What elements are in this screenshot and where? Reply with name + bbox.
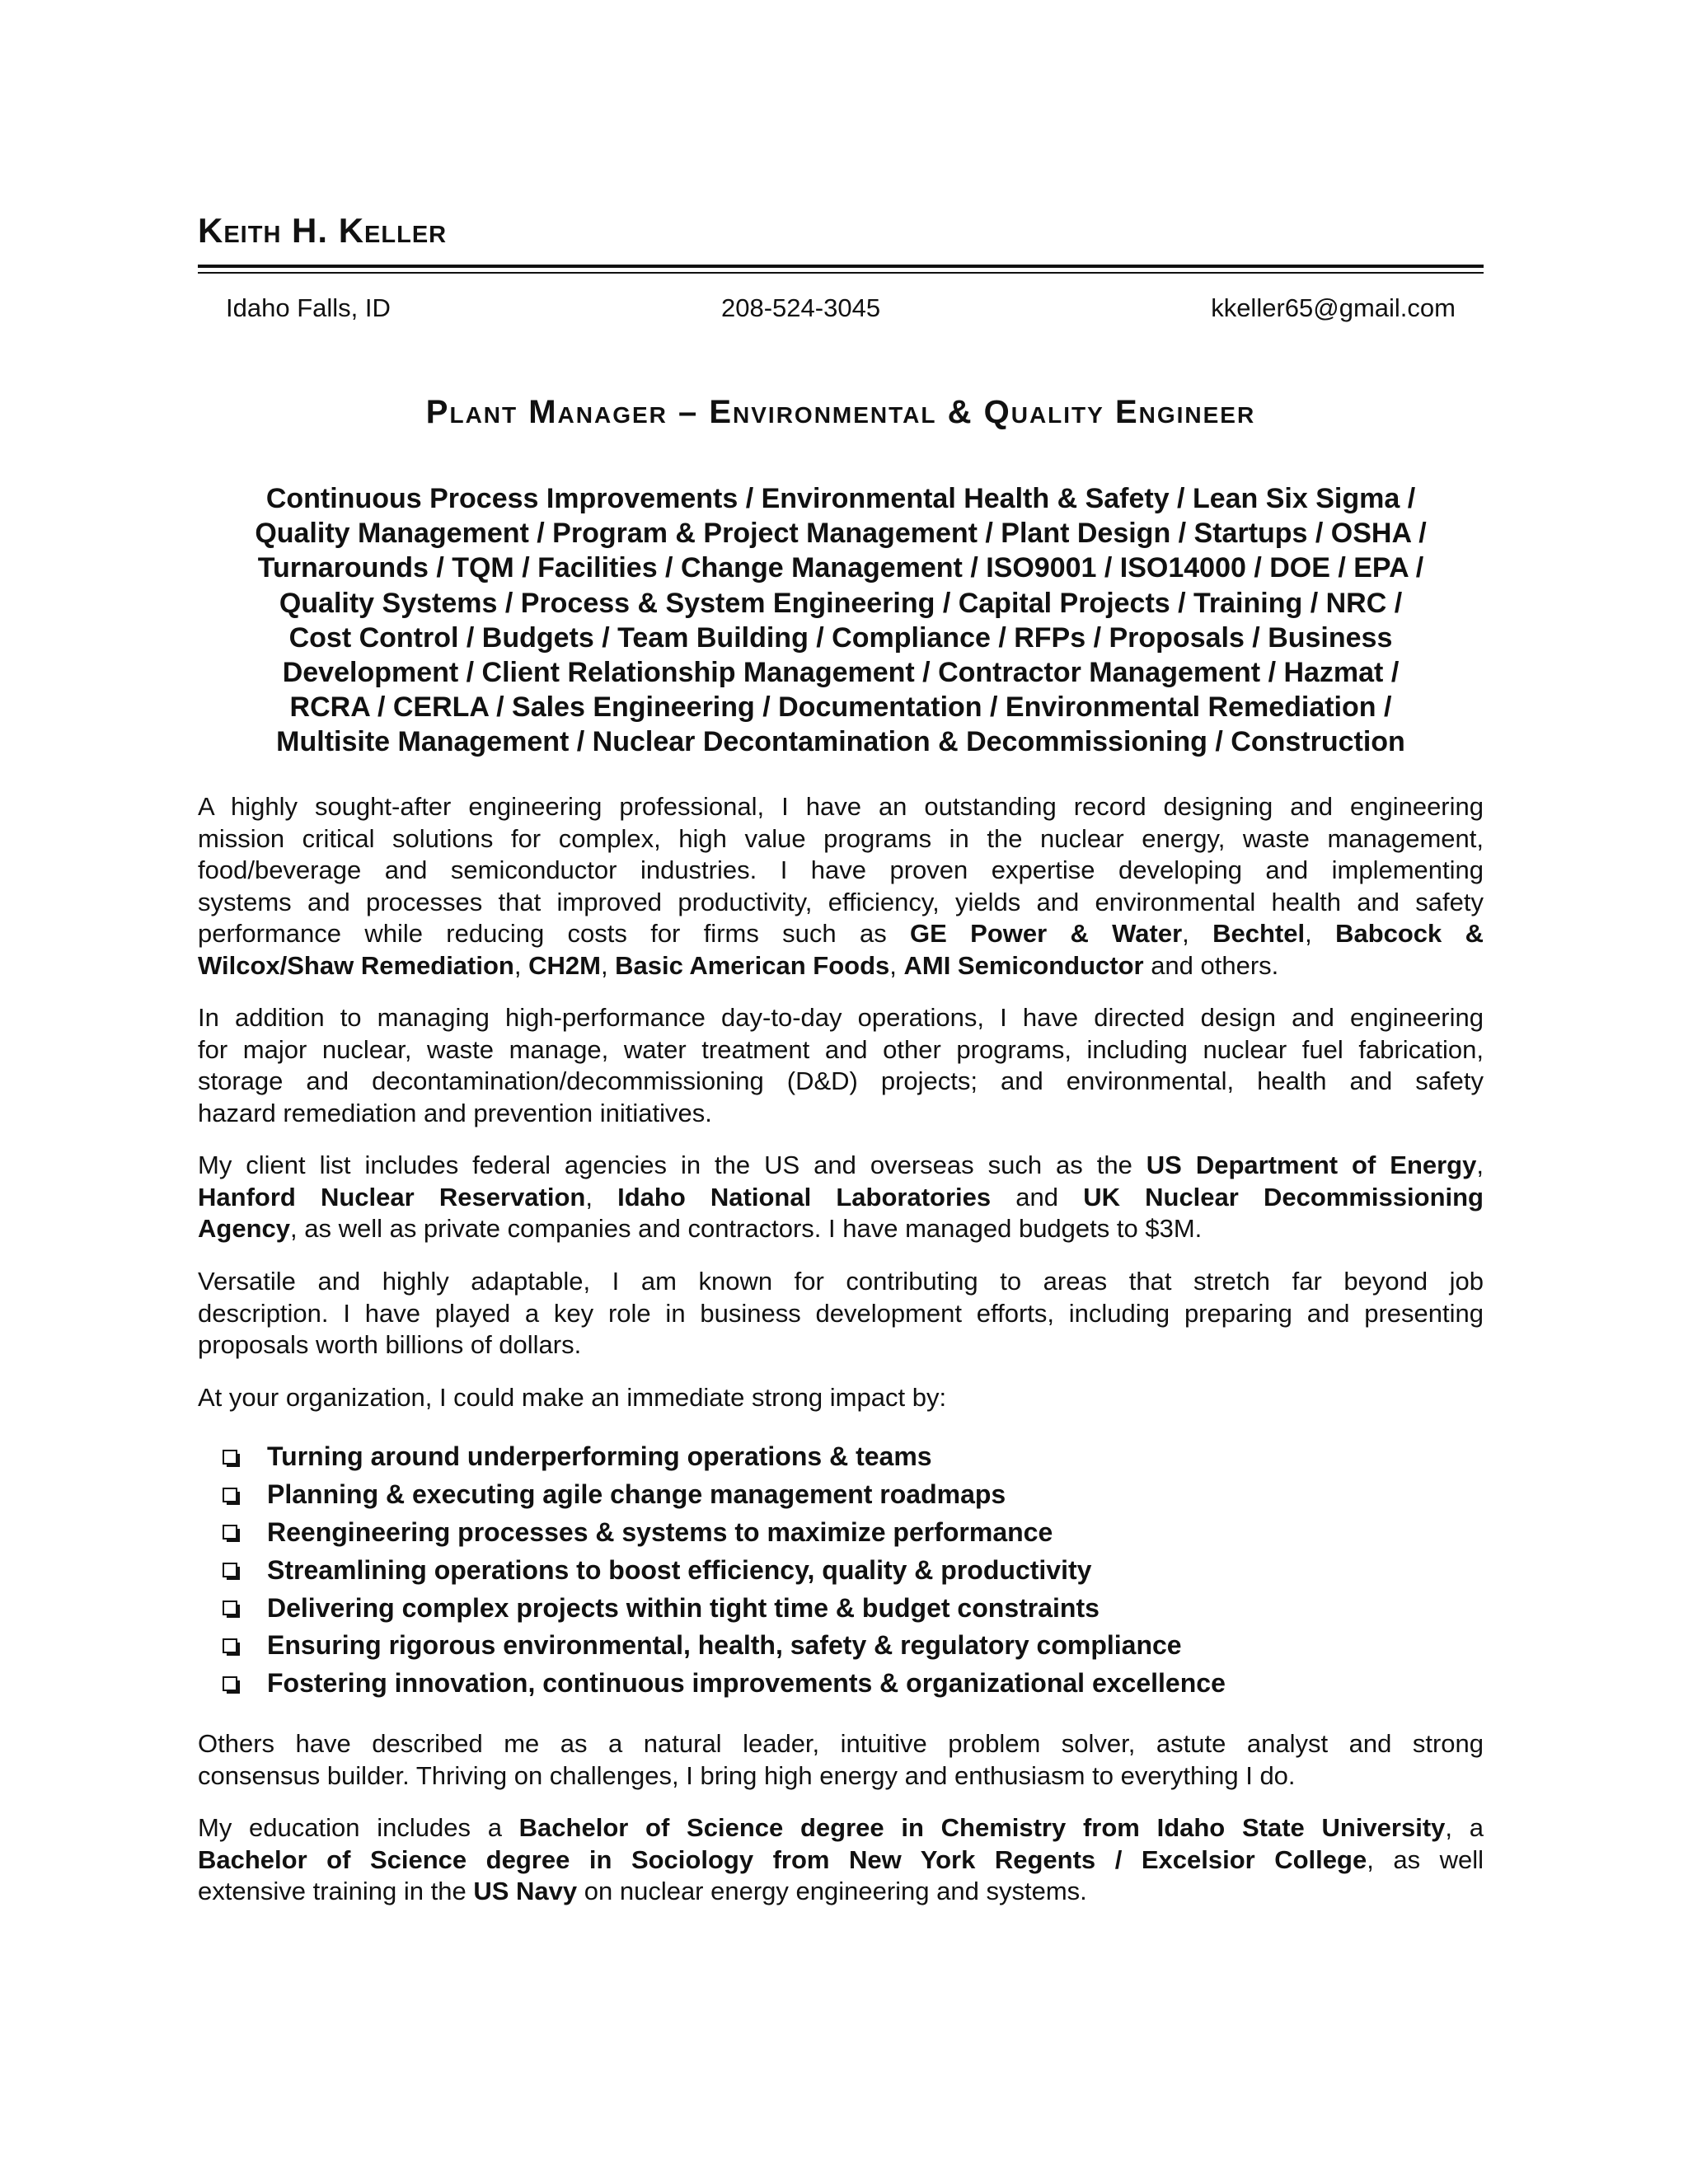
summary-paragraph-2: In addition to managing high-performance day-to-day operations, I have directed design and engineering for major nuclear, waste manage, water treatment and other programs, including nuclear fuel fabrication, storage and decontamination/decommissioning (D&D) projects; and environmental, health and safety hazard remediation and prevention initiatives.: [198, 1003, 1484, 1127]
list-item: Ensuring rigorous environmental, health, safety & regulatory compliance: [223, 1627, 1459, 1665]
keyword-line: Multisite Management / Nuclear Decontamination & Decommissioning / Construction: [276, 726, 1405, 758]
header-rule-thick: [198, 265, 1484, 268]
education-paragraph: My education includes a Bachelor of Science degree in Chemistry from Idaho State University, a Bachelor of Science degree in Sociology from New York Regents / Excelsior College, as well extensive training in the US Navy on nuclear energy engineering and systems.: [198, 1813, 1484, 1905]
resume-page: [198, 0, 1484, 2184]
keyword-line: Continuous Process Improvements / Environmental Health & Safety / Lean Six Sigma /: [265, 483, 1416, 514]
summary-paragraph-4: Versatile and highly adaptable, I am known for contributing to areas that stretch far beyond job description. I have played a key role in business development efforts, including preparing and presenting proposals worth billions of dollars.: [198, 1267, 1484, 1359]
checkbox-bullet-icon: [223, 1601, 237, 1615]
list-item: Reengineering processes & systems to maximize performance: [223, 1514, 1459, 1552]
checkbox-bullet-icon: [223, 1563, 237, 1577]
summary-paragraph-6: Others have described me as a natural leader, intuitive problem solver, astute analyst and strong consensus builder. Thriving on challenges, I bring high energy and enthusiasm to everything I do.: [198, 1729, 1484, 1790]
professional-title: Plant Manager – Environmental & Quality Engineer: [425, 394, 1256, 430]
keyword-line: Quality Management / Program & Project Management / Plant Design / Startups / OSHA /: [255, 518, 1427, 550]
keyword-line: Quality Systems / Process & System Engineering / Capital Projects / Training / NRC /: [279, 587, 1403, 619]
checkbox-bullet-icon: [223, 1676, 237, 1691]
summary-paragraph-1: A highly sought-after engineering professional, I have an outstanding record designing and engineering mission critical solutions for complex, high value programs in the nuclear energy, waste management, food/beverage and semiconductor industries. I have proven expertise developing and implementing systems and processes that improved productivity, efficiency, yields and environmental health and safety performance while reducing costs for firms such as GE Power & Water, Bechtel, Babcock & Wilcox/Shaw Remediation, CH2M, Basic American Foods, AMI Semiconductor and others.: [198, 792, 1484, 980]
impact-intro: At your organization, I could make an immediate strong impact by:: [198, 1383, 947, 1412]
checkbox-bullet-icon: [223, 1525, 237, 1540]
keyword-line: Cost Control / Budgets / Team Building / Compliance / RFPs / Proposals / Business: [288, 621, 1393, 654]
keyword-line: Turnarounds / TQM / Facilities / Change Management / ISO9001 / ISO14000 / DOE / EPA /: [257, 552, 1424, 584]
list-item: Delivering complex projects within tight time & budget constraints: [223, 1589, 1459, 1627]
header-rule-thin: [198, 272, 1484, 274]
list-item: Turning around underperforming operations & teams: [223, 1438, 1459, 1476]
impact-list: [223, 1438, 1459, 1703]
email: kkeller65@gmail.com: [1211, 293, 1456, 322]
keyword-line: Development / Client Relationship Management / Contractor Management / Hazmat /: [282, 657, 1400, 689]
contact-info: [226, 293, 1456, 323]
list-item: Planning & executing agile change management roadmaps: [223, 1476, 1459, 1514]
checkbox-bullet-icon: [223, 1450, 237, 1465]
keyword-line: RCRA / CERLA / Sales Engineering / Documentation / Environmental Remediation /: [289, 691, 1392, 724]
list-item: Fostering innovation, continuous improvements & organizational excellence: [223, 1665, 1459, 1703]
checkbox-bullet-icon: [223, 1638, 237, 1653]
summary-paragraph-3: My client list includes federal agencies in the US and overseas such as the US Department of Energy, Hanford Nuclear Reservation, Idaho National Laboratories and UK Nuclear Decommissioning Agency, as well as private companies and contractors. I have managed budgets to $3M.: [198, 1151, 1484, 1243]
location: Idaho Falls, ID: [226, 293, 391, 322]
keyword-block: [198, 481, 1484, 760]
candidate-name: Keith H. Keller: [198, 211, 448, 250]
checkbox-bullet-icon: [223, 1488, 237, 1502]
list-item: Streamlining operations to boost efficiency, quality & productivity: [223, 1551, 1459, 1589]
phone: 208-524-3045: [721, 293, 881, 322]
